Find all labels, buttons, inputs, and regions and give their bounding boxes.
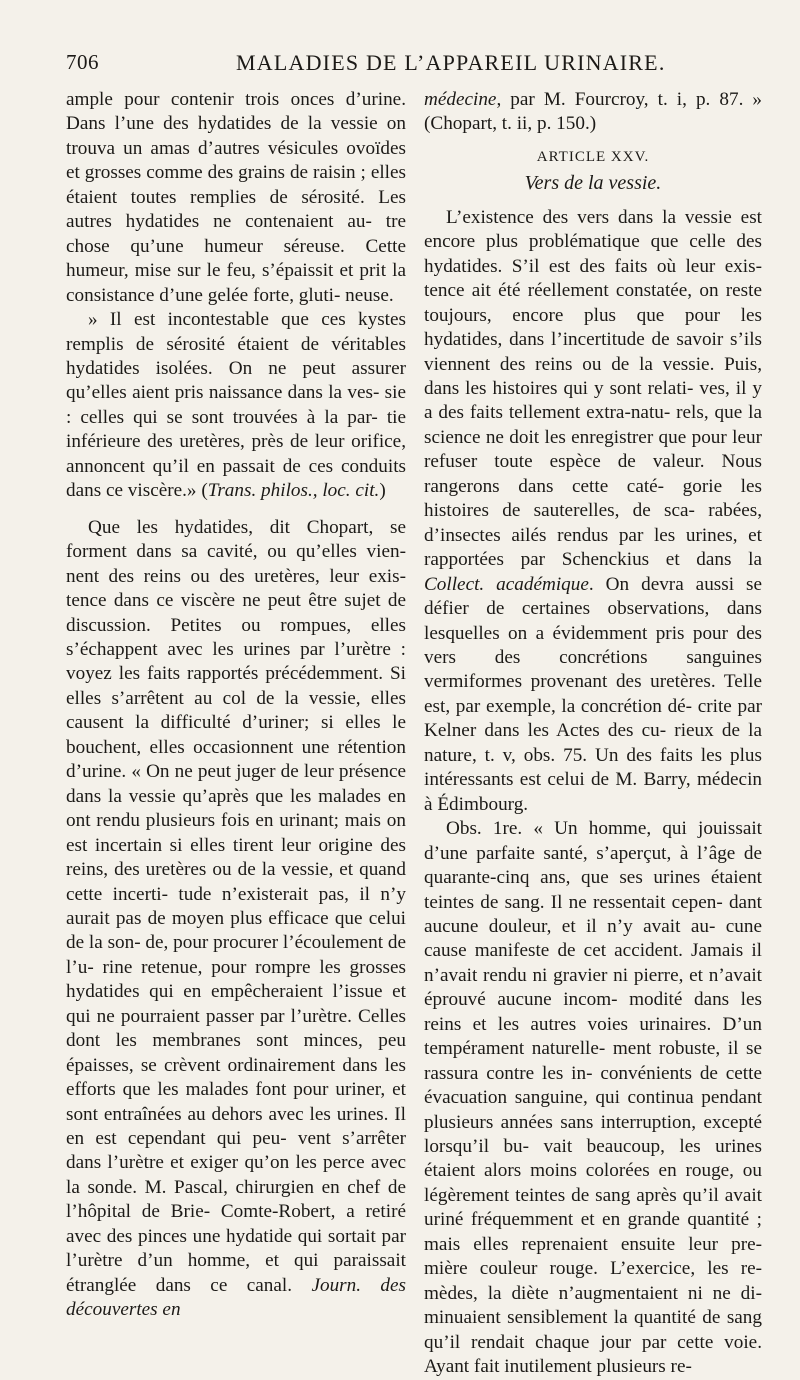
citation: Collect. académique: [424, 573, 589, 595]
left-column: [66, 88, 406, 1323]
right-column: [424, 88, 762, 1380]
text-run: L’existence des vers dans la vessie est encore plus problématique que celle des hydatides. S’il est des faits où leur exis- tence ait été réellement constatée, on reste toujours, encore plus que pour les hydatides, dans l’incertitude de savoir s’ils viennent des reins ou de la vessie. Puis, dans les histoires qui y sont relati- ves, il y a des faits tellement extra-natu- rels, que la science ne doit les enregistrer que pour leur refuser toute espèce de valeur. Nous rangerons dans cette caté- gorie les histoires de sauterelles, de sca- rabées, d’insectes ailés rendus par les urines, et rapportées par Schenckius et dans la: [424, 206, 762, 571]
paragraph: Obs. 1re. « Un homme, qui jouissait d’une parfaite santé, s’aperçut, à l’âge de quarante-cinq ans, que ses urines étaient teintes de sang. Il ne ressentait cepen- dant aucune douleur, et il n’y avait au- cune cause manifeste de cet accident. Jamais il n’avait rendu ni gravier ni pierre, et n’avait éprouvé aucune incom- modité dans les reins et les autres voies urinaires. D’un tempérament naturelle- ment robuste, il se rassura contre les in- convénients de cette évacuation sanguine, qui continua pendant plusieurs années sans interruption, excepté lorsqu’il bu- vait beaucoup, les urines étaient alors moins colorées en rouge, ou légèrement teintes de sang après qu’il avait uriné fréquemment et en grande quantité ; mais elles reprenaient ensuite leur pre- mière couleur rouge. L’exercice, les re- mèdes, la diète n’augmentaient ni ne di- minuaient sensiblement la quantité de sang qu’il rendait chaque jour par cette voie. Ayant fait inutilement plusieurs re-: [424, 818, 762, 1378]
text-run: » Il est incontestable que ces kystes remplis de sérosité étaient de véritables hydatides isolées. On ne peut assurer qu’elles aient pris naissance dans la ves- sie : celles qui se sont trouvées à la par- tie inférieure des uretères, près de leur orifice, annoncent qu’il en passait de ces conduits dans ce viscère.» (: [66, 309, 406, 502]
text-run: , par M. Fourcroy, t. i, p. 87. » (Chopart, t. ii, p. 150.): [424, 89, 762, 135]
page-header: [66, 46, 752, 84]
text-run: . On devra aussi se défier de certaines observations, dans lesquelles on a évidemment pris pour des vers des concrétions sanguines vermiformes provenant des uretères. Telle est, par exemple, la concrétion dé- crite par Kelner dans les Actes des cu- rieux de la nature, t. v, obs. 75. Un des faits les plus intéressants est celui de M. Barry, médecin à Édimbourg.: [424, 573, 763, 815]
citation: Journ. des découvertes en: [66, 1274, 407, 1321]
paragraph: [424, 88, 762, 137]
paragraph: ample pour contenir trois onces d’urine. Dans l’une des hydatides de la vessie on trouva un amas d’autres vésicules ovoïdes et grosses comme des grains de raisin ; elles étaient toutes remplies de sérosité. Les autres hydatides ne contenaient au- tre chose qu’une humeur séreuse. Cette humeur, mise sur le feu, s’épaissit et prit la consistance d’une gelée forte, gluti- neuse.: [66, 89, 406, 306]
text-run: ): [379, 480, 386, 502]
paragraph: [66, 308, 406, 504]
running-title: MALADIES DE L’APPAREIL URINAIRE.: [236, 50, 666, 75]
paragraph: [424, 206, 762, 817]
page-number: 706: [66, 50, 99, 74]
paragraph: [66, 516, 406, 1323]
article-title: Vers de la vessie.: [524, 172, 662, 195]
citation: Trans. philos., loc. cit.: [207, 480, 380, 502]
text-run: Que les hydatides, dit Chopart, se forment dans sa cavité, ou qu’elles vien- nent des reins ou des uretères, leur exis- tence dans ce viscère ne peut être sujet de discussion. Petites ou rompues, elles s’échappent avec les urines par l’urètre : voyez les faits rapportés précédemment. Si elles s’arrêtent au col de la vessie, elles causent la difficulté d’uriner; si elles le bouchent, elles occasionnent une rétention d’urine. « On ne peut juger de leur présence dans la vessie qu’après que les malades en ont rendu plusieurs fois en urinant; mais on est incertain si elles tirent leur origine des reins, des uretères ou de la vessie, et quand cette incerti- tude n’existerait pas, il n’y aurait pas de moyen plus efficace que celui de la son- de, pour procurer l’écoulement de l’u- rine retenue, pour rompre les grosses hydatides qui en empêcheraient l’issue et qui ne pourraient passer par l’urètre. Celles dont les membranes sont minces, peu épaisses, se crèvent ordinairement dans les efforts que les malades font pour uriner, et sont entraînées au dehors avec les urines. Il en est cependant qui peu- vent s’arrêter dans l’urètre et exiger qu’on les perce avec la sonde. M. Pascal, chirurgien en chef de l’hôpital de Brie- Comte-Robert, a retiré avec des pinces une hydatide qui sortait par l’urètre d’un homme, et qui paraissait étranglée dans ce canal.: [66, 516, 406, 1296]
article-label: ARTICLE XXV.: [536, 148, 650, 165]
citation: médecine: [424, 89, 497, 110]
